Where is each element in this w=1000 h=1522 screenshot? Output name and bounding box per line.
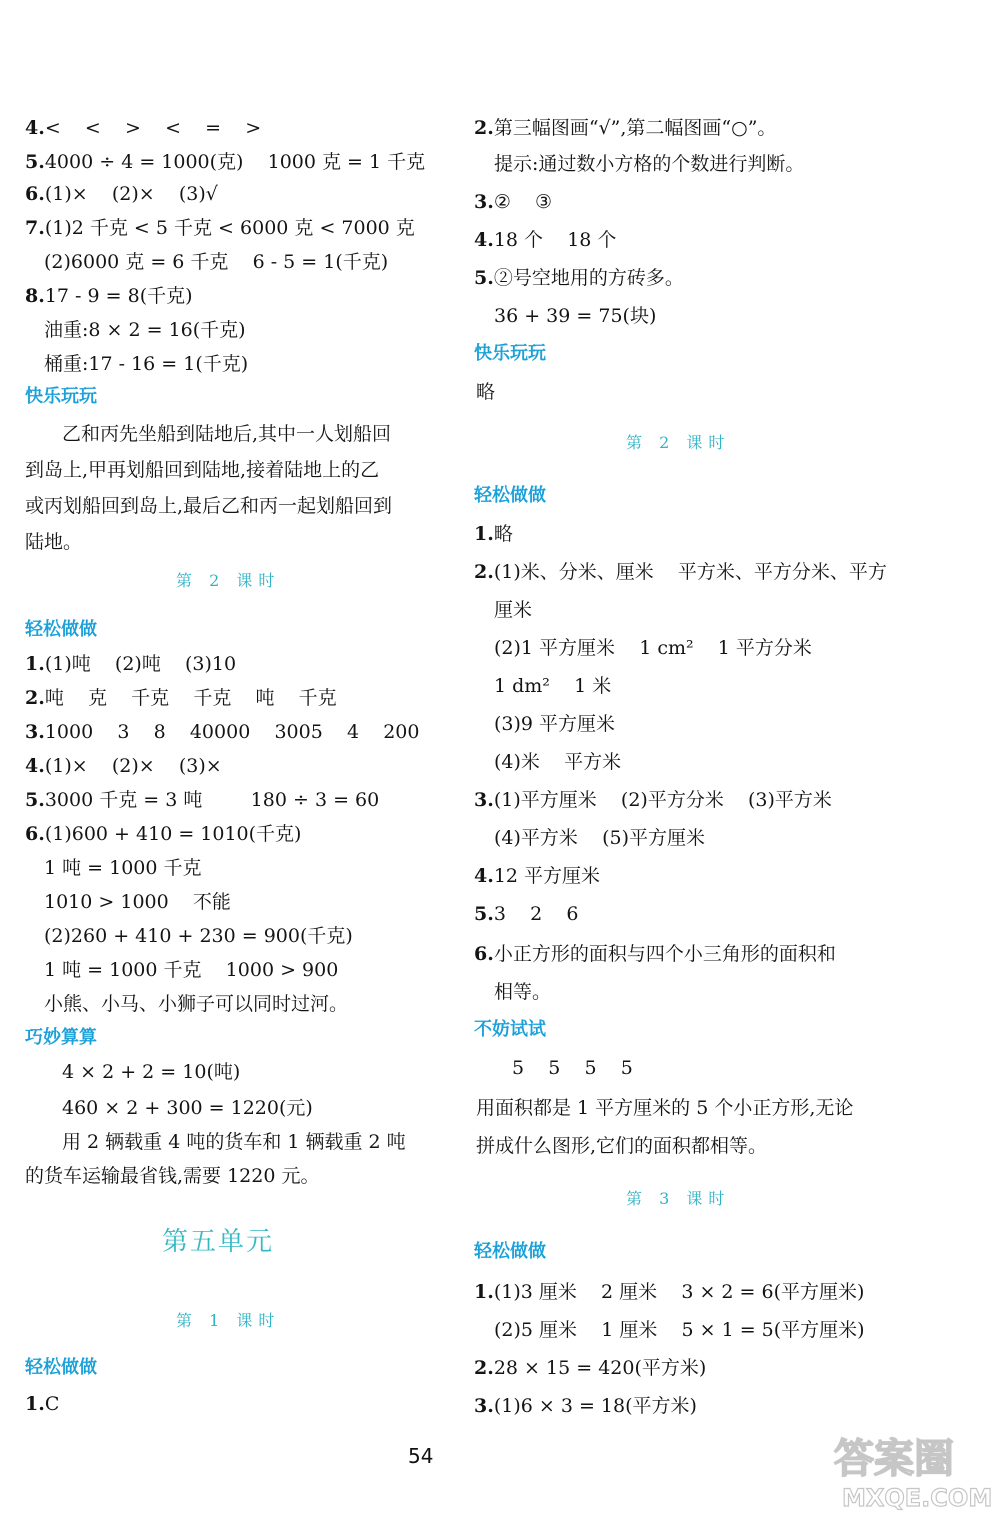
answer-line: 用面积都是 1 平方厘米的 5 个小正方形,无论	[476, 1097, 854, 1119]
answer-line	[474, 190, 552, 214]
lesson-heading: 第 2 课时	[176, 571, 281, 590]
answer-text: 28 × 15 = 420(平方米)	[493, 1357, 707, 1379]
answer-text: 3000 千克 = 3 吨 180 ÷ 3 = 60	[44, 789, 380, 811]
item-number: 3.	[474, 1395, 494, 1417]
section-heading: 轻松做做	[474, 485, 546, 506]
item-number: 5.	[474, 267, 494, 289]
answer-text: ② ③	[493, 191, 553, 213]
answer-text: (1)6 × 3 = 18(平方米)	[493, 1395, 697, 1417]
answer-line	[474, 560, 887, 584]
item-number: 4.	[25, 117, 45, 139]
item-number: 2.	[25, 687, 45, 709]
item-number: 5.	[474, 903, 494, 925]
item-number: 1.	[474, 523, 494, 545]
answer-line	[474, 1356, 706, 1380]
watermark-url: MXQE.COM	[842, 1484, 992, 1512]
answer-line	[25, 686, 337, 710]
answer-text: (1)× (2)× (3)√	[44, 183, 218, 205]
page-number: 54	[408, 1444, 434, 1468]
answer-line	[25, 754, 222, 778]
answer-text: 略	[493, 523, 513, 545]
item-number: 4.	[25, 755, 45, 777]
answer-text: 吨 克 千克 千克 吨 千克	[44, 687, 337, 709]
answer-text: (1)2 千克 < 5 千克 < 6000 克 < 7000 克	[44, 217, 415, 239]
answer-text: < < > < = >	[44, 117, 262, 139]
answer-text: (1)600 + 410 = 1010(千克)	[44, 823, 302, 845]
item-number: 5.	[25, 151, 45, 173]
answer-text: C	[44, 1393, 60, 1415]
answer-line	[474, 1280, 864, 1304]
answer-line: 提示:通过数小方格的个数进行判断。	[494, 153, 805, 175]
answer-text: 12 平方厘米	[493, 865, 601, 887]
section-heading: 巧妙算算	[25, 1027, 97, 1048]
answer-text: 小正方形的面积与四个小三角形的面积和	[493, 943, 836, 965]
answer-line: 的货车运输最省钱,需要 1220 元。	[25, 1165, 320, 1187]
answer-line	[25, 116, 261, 140]
answer-line: 1010 > 1000 不能	[44, 891, 231, 913]
answer-line: 拼成什么图形,它们的面积都相等。	[476, 1135, 768, 1157]
item-number: 4.	[474, 229, 494, 251]
answer-line	[25, 1392, 59, 1416]
answer-line: 1 吨 = 1000 千克 1000 > 900	[44, 959, 339, 981]
item-number: 7.	[25, 217, 45, 239]
answer-line: 4 × 2 + 2 = 10(吨)	[62, 1061, 241, 1083]
answer-text: (1)吨 (2)吨 (3)10	[44, 653, 237, 675]
answer-line	[25, 150, 425, 174]
answer-line	[474, 228, 616, 252]
answer-text: 1000 3 8 40000 3005 4 200	[44, 721, 420, 743]
watermark-logo	[828, 1420, 992, 1516]
answer-line	[25, 216, 415, 240]
section-heading: 快乐玩玩	[25, 386, 97, 407]
answer-line	[25, 182, 218, 206]
item-number: 1.	[474, 1281, 494, 1303]
item-number: 6.	[25, 183, 45, 205]
lesson-heading: 第 2 课时	[626, 433, 731, 452]
answer-line	[474, 942, 836, 966]
answer-line	[474, 864, 600, 888]
item-number: 4.	[474, 865, 494, 887]
answer-line: 1 dm² 1 米	[494, 675, 612, 697]
answer-line: (2)1 平方厘米 1 cm² 1 平方分米	[494, 637, 812, 659]
answer-text: (1)米、分米、厘米 平方米、平方分米、平方	[493, 561, 887, 583]
answer-line: 乙和丙先坐船到陆地后,其中一人划船回	[62, 423, 392, 445]
section-heading: 轻松做做	[25, 1357, 97, 1378]
section-heading: 不妨试试	[474, 1019, 546, 1040]
item-number: 2.	[474, 117, 494, 139]
answer-text: ②号空地用的方砖多。	[493, 267, 684, 289]
answer-line: 用 2 辆载重 4 吨的货车和 1 辆载重 2 吨	[62, 1131, 406, 1153]
item-number: 1.	[25, 653, 45, 675]
section-heading: 轻松做做	[474, 1241, 546, 1262]
answer-line	[474, 522, 513, 546]
item-number: 3.	[474, 789, 494, 811]
answer-line	[25, 652, 236, 676]
answer-line: 油重:8 × 2 = 16(千克)	[44, 319, 246, 341]
answer-text: 18 个 18 个	[493, 229, 617, 251]
item-number: 3.	[25, 721, 45, 743]
answer-line: 460 × 2 + 300 = 1220(元)	[62, 1097, 313, 1119]
lesson-heading: 第 1 课时	[176, 1311, 281, 1330]
answer-text: (1)× (2)× (3)×	[44, 755, 222, 777]
answer-line	[25, 822, 301, 846]
answer-line	[25, 788, 379, 812]
answer-text: 第三幅图画“√”,第二幅图画“○”。	[493, 117, 777, 139]
answer-line: (4)平方米 (5)平方厘米	[494, 827, 705, 849]
watermark-title: 答案圈	[834, 1436, 954, 1482]
answer-line: 或丙划船回到岛上,最后乙和丙一起划船回到	[25, 495, 393, 517]
section-heading: 快乐玩玩	[474, 343, 546, 364]
item-number: 3.	[474, 191, 494, 213]
answer-text: (1)平方厘米 (2)平方分米 (3)平方米	[493, 789, 832, 811]
answer-line: (3)9 平方厘米	[494, 713, 616, 735]
answer-line: (2)6000 克 = 6 千克 6 - 5 = 1(千克)	[44, 251, 389, 273]
item-number: 2.	[474, 1357, 494, 1379]
item-number: 2.	[474, 561, 494, 583]
item-number: 1.	[25, 1393, 45, 1415]
answer-line	[25, 284, 193, 308]
answer-text: 4000 ÷ 4 = 1000(克) 1000 克 = 1 千克	[44, 151, 426, 173]
answer-line: 36 + 39 = 75(块)	[494, 305, 657, 327]
answer-line	[474, 116, 776, 140]
item-number: 6.	[25, 823, 45, 845]
section-heading: 轻松做做	[25, 619, 97, 640]
answer-line: (4)米 平方米	[494, 751, 622, 773]
answer-line	[474, 266, 684, 290]
item-number: 5.	[25, 789, 45, 811]
answer-line: 厘米	[494, 599, 533, 621]
answer-line: 小熊、小马、小狮子可以同时过河。	[44, 993, 349, 1015]
answer-line: (2)260 + 410 + 230 = 900(千克)	[44, 925, 353, 947]
answer-line: 略	[476, 381, 496, 403]
answer-line	[474, 1394, 697, 1418]
answer-line: (2)5 厘米 1 厘米 5 × 1 = 5(平方厘米)	[494, 1319, 865, 1341]
answer-line	[25, 720, 419, 744]
item-number: 8.	[25, 285, 45, 307]
answer-text: 3 2 6	[493, 903, 579, 925]
item-number: 6.	[474, 943, 494, 965]
unit-title: 第五单元	[162, 1227, 275, 1257]
answer-line: 到岛上,甲再划船回到陆地,接着陆地上的乙	[25, 459, 380, 481]
answer-line: 桶重:17 - 16 = 1(千克)	[44, 353, 249, 375]
answer-line: 相等。	[494, 981, 552, 1003]
answer-line: 1 吨 = 1000 千克	[44, 857, 202, 879]
answer-text: 17 - 9 = 8(千克)	[44, 285, 193, 307]
answer-line: 陆地。	[25, 531, 83, 553]
lesson-heading: 第 3 课时	[626, 1189, 731, 1208]
answer-line	[474, 902, 578, 926]
answer-line: 5 5 5 5	[512, 1057, 633, 1079]
answer-text: (1)3 厘米 2 厘米 3 × 2 = 6(平方厘米)	[493, 1281, 865, 1303]
answer-line	[474, 788, 832, 812]
